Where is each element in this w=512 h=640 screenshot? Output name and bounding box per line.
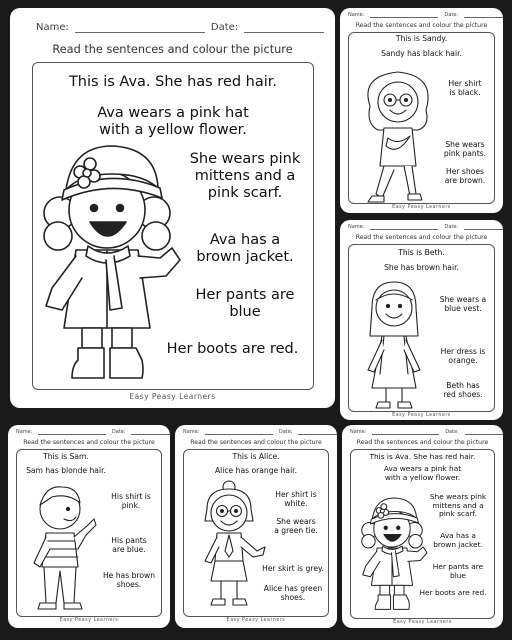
sentence-5: Her pants are blue — [195, 287, 295, 321]
instruction-text: Read the sentences and colour the picture — [52, 43, 293, 56]
sentence-3: She wears pink mittens and a pink scarf. — [189, 151, 301, 202]
worksheet-header — [340, 224, 503, 230]
date-label: Date: — [278, 429, 293, 435]
sentence-5: Her shoes are brown. — [444, 167, 486, 185]
sentence-2: Sam has blonde hair. — [26, 466, 106, 475]
name-label: Name: — [183, 429, 200, 435]
sentence-4: Ava has a brown jacket. — [196, 232, 294, 266]
name-label: Name: — [16, 429, 33, 435]
name-line — [75, 22, 205, 33]
brand-footer: Easy Peasy Learners — [392, 205, 451, 210]
sentence-2: She has brown hair. — [384, 263, 459, 272]
sentence-1: This is Sandy. — [395, 34, 448, 43]
sentence-1: This is Ava. She has red hair. — [369, 452, 476, 461]
sentence-5: He has brown shoes. — [102, 571, 156, 589]
sentence-2: Ava wears a pink hat with a yellow flower. — [383, 464, 462, 482]
sentence-3: She wears a blue vest. — [439, 295, 487, 313]
brand-footer: Easy Peasy Learners — [59, 618, 119, 623]
instruction-text: Read the sentences and colour the picture — [355, 22, 488, 29]
brand-footer: Easy Peasy Learners — [226, 618, 286, 623]
instruction-text: Read the sentences and colour the picture — [23, 439, 155, 446]
date-label: Date: — [444, 224, 459, 230]
ava-small-illustration — [356, 493, 428, 613]
sentence-4: Ava has a brown jacket. — [433, 531, 483, 549]
date-label: Date: — [210, 22, 239, 33]
name-line — [372, 429, 439, 435]
worksheet-header — [175, 429, 337, 435]
sentence-2: Sandy has black hair. — [381, 49, 462, 58]
worksheet-header — [10, 22, 335, 33]
date-line — [298, 429, 337, 435]
date-label: Date: — [445, 429, 459, 435]
name-line — [370, 12, 438, 18]
sentence-5: Beth has red shoes. — [443, 381, 483, 399]
name-line — [38, 429, 105, 435]
date-label: Date: — [111, 429, 126, 435]
sentence-4: His pants are blue. — [111, 536, 147, 554]
worksheet-header — [342, 429, 503, 435]
date-line — [244, 22, 324, 33]
sentence-6: Her boots are red. — [419, 588, 487, 597]
ava-illustration — [32, 138, 182, 383]
sandy-illustration — [358, 66, 438, 206]
sentence-6: Alice has green shoes. — [263, 584, 323, 602]
sentence-1: This is Sam. — [43, 452, 89, 461]
brand-footer: Easy Peasy Learners — [129, 392, 216, 401]
instruction-text: Read the sentences and colour the picture — [356, 439, 489, 446]
date-label: Date: — [444, 12, 459, 18]
sentence-4: She wears a green tie. — [274, 517, 318, 535]
date-line — [464, 12, 503, 18]
worksheet-sam — [8, 425, 170, 628]
date-line — [131, 429, 170, 435]
worksheet-beth — [340, 220, 503, 420]
worksheet-alice — [175, 425, 337, 628]
sentence-1: This is Beth. — [398, 248, 445, 257]
sentence-1: This is Alice. — [232, 452, 280, 461]
sentence-5: Her pants are blue — [432, 562, 484, 580]
sentence-6: Her boots are red. — [166, 341, 299, 357]
name-label: Name: — [348, 12, 365, 18]
alice-illustration — [191, 481, 269, 615]
worksheet-ava-large — [10, 8, 335, 408]
sentence-3: Her shirt is black. — [448, 79, 482, 97]
brand-footer: Easy Peasy Learners — [393, 620, 452, 625]
date-line — [465, 429, 503, 435]
worksheet-ava-small — [342, 425, 503, 628]
sentence-2: Alice has orange hair. — [214, 466, 298, 475]
sam-illustration — [22, 479, 102, 615]
brand-footer: Easy Peasy Learners — [392, 413, 451, 418]
name-label: Name: — [348, 224, 365, 230]
beth-illustration — [358, 278, 430, 413]
sentence-4: Her dress is orange. — [440, 347, 486, 365]
date-line — [464, 224, 503, 230]
name-line — [370, 224, 438, 230]
sentence-2: Ava wears a pink hat with a yellow flower. — [97, 105, 249, 139]
sentence-1: This is Ava. She has red hair. — [68, 74, 278, 90]
sentence-4: She wears pink pants. — [443, 140, 487, 158]
worksheet-sandy — [340, 8, 503, 213]
sentence-3: His shirt is pink. — [111, 492, 151, 510]
sentence-3: She wears pink mittens and a pink scarf. — [429, 492, 487, 519]
instruction-text: Read the sentences and colour the picture — [355, 234, 488, 241]
name-line — [205, 429, 272, 435]
sentence-3: Her shirt is white. — [275, 490, 317, 508]
name-label: Name: — [36, 22, 69, 33]
name-label: Name: — [350, 429, 367, 435]
instruction-text: Read the sentences and colour the picture — [190, 439, 322, 446]
sentence-5: Her skirt is grey. — [262, 564, 324, 573]
worksheet-header — [8, 429, 170, 435]
worksheet-header — [340, 12, 503, 18]
